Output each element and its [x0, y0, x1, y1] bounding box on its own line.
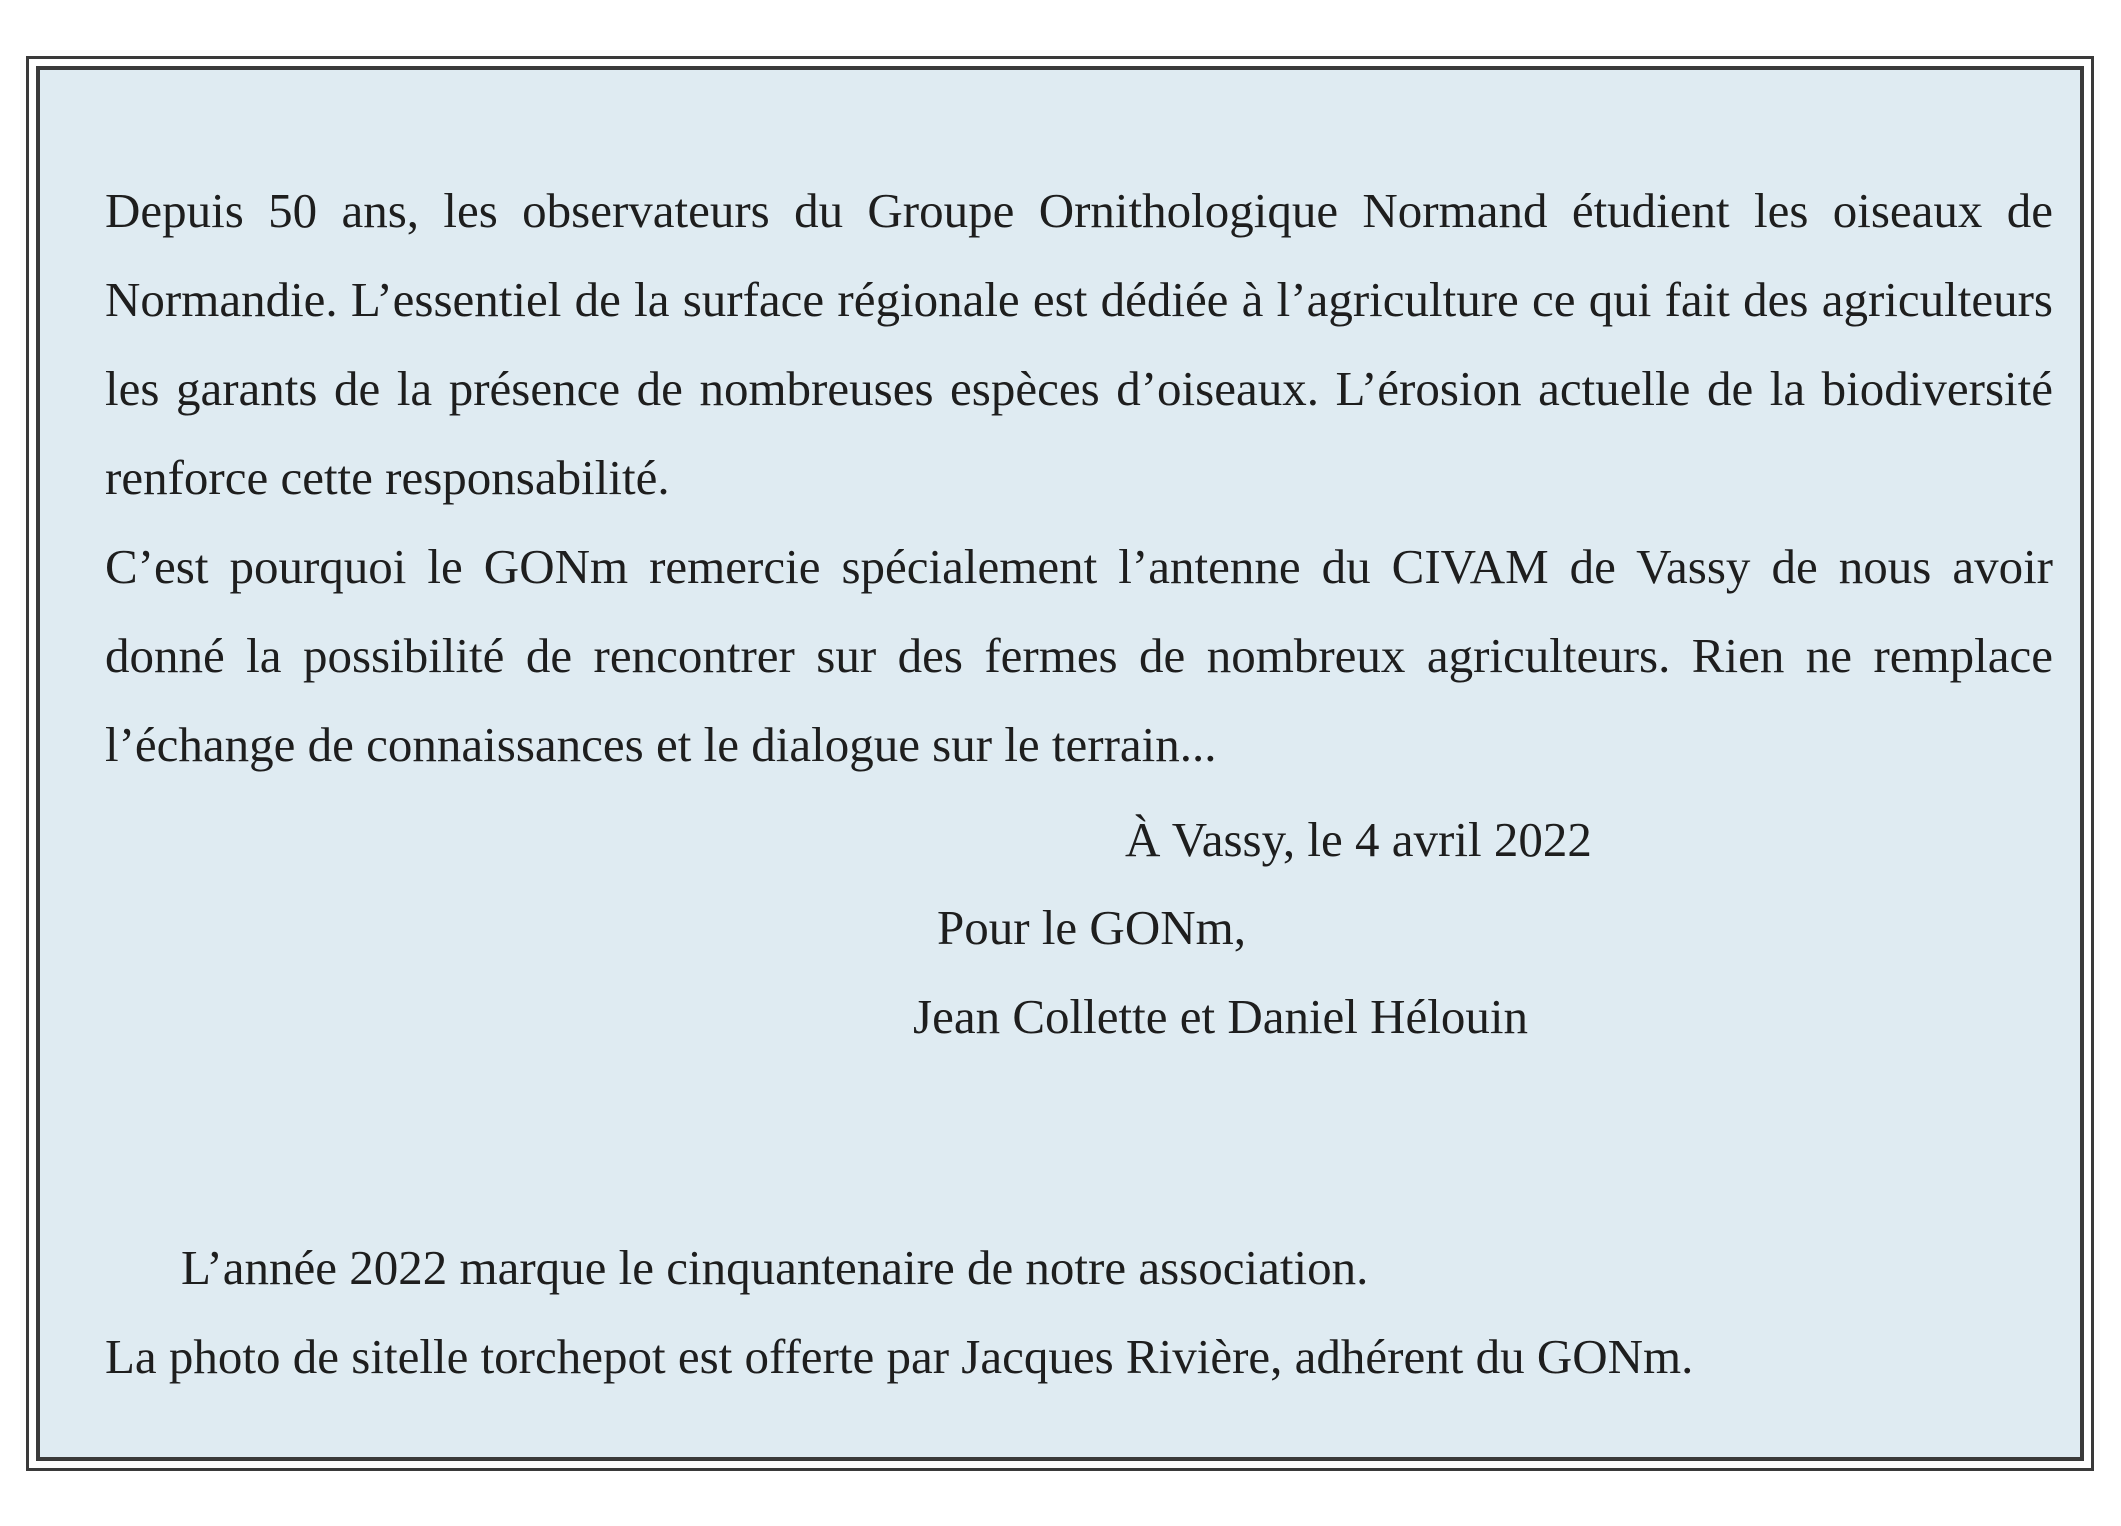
signatories: Jean Collette et Daniel Hélouin	[913, 989, 1529, 1044]
place-date: À Vassy, le 4 avril 2022	[1125, 812, 1592, 867]
card-outer-border	[26, 56, 2094, 1471]
paragraph-intro: Depuis 50 ans, les observateurs du Groupe Ornithologique Normand étudient les oiseaux de Normandie. L’essentiel de la surface régionale est dédiée à l’agriculture ce qui fait des agriculteurs les garants de la présence de nombreuses espèces d’oiseaux. L’érosion actuelle de la biodiversité renforce cette responsabilité.	[105, 183, 2053, 505]
letter-body	[105, 70, 2053, 1384]
card-inner-panel	[36, 66, 2084, 1461]
on-behalf-line: Pour le GONm,	[937, 900, 1246, 955]
paragraph-thanks: C’est pourquoi le GONm remercie spécialement l’antenne du CIVAM de Vassy de nous avoir donné la possibilité de rencontrer sur des fermes de nombreux agriculteurs. Rien ne remplace l’échange de connaissances et le dialogue sur le terrain...	[105, 539, 2053, 772]
anniversary-note: L’année 2022 marque le cinquantenaire de notre association.	[181, 1240, 1369, 1295]
photo-credit: La photo de sitelle torchepot est offerte par Jacques Rivière, adhérent du GONm.	[105, 1329, 1694, 1384]
